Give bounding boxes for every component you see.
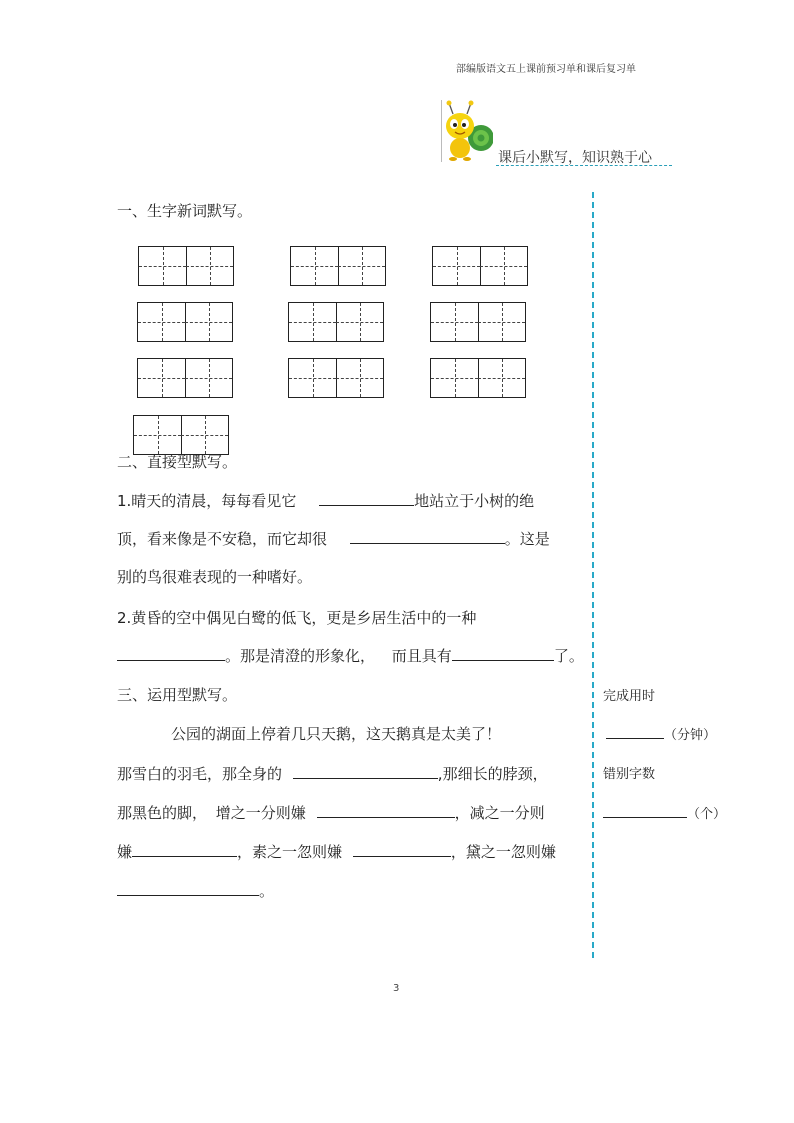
q2-blank-2[interactable] [452, 645, 554, 661]
s3-text-2b: ,那细长的脖颈， [437, 765, 548, 783]
s3-blank-2[interactable] [317, 802, 455, 818]
s3-line-2 [117, 763, 548, 784]
tianzige-box-3[interactable] [432, 246, 528, 286]
s3-text-3b: 增之一分则嫌 [215, 804, 306, 822]
tianzige-box-7[interactable] [137, 358, 233, 398]
s3-blank-4[interactable] [353, 841, 451, 857]
tianzige-box-1[interactable] [138, 246, 234, 286]
s3-text-3a: 那黑色的脚， [117, 804, 208, 822]
char-cell [338, 247, 385, 285]
time-blank[interactable] [606, 723, 664, 739]
s3-line-3 [117, 802, 545, 823]
s3-text-4a: 嫌 [117, 843, 133, 861]
char-cell [186, 247, 233, 285]
q1-line-3: 别的鸟很难表现的一种嗜好。 [117, 568, 313, 586]
s3-blank-3[interactable] [132, 841, 237, 857]
char-cell [480, 247, 527, 285]
char-cell [289, 303, 337, 341]
tianzige-box-6[interactable] [430, 302, 526, 342]
tianzige-box-10[interactable] [133, 415, 229, 455]
char-cell [478, 303, 525, 341]
char-cell [431, 359, 479, 397]
char-cell [478, 359, 525, 397]
q2-line-1: 2.黄昏的空中偶见白鹭的低飞，更是乡居生活中的一种 [117, 609, 477, 627]
char-cell [431, 303, 479, 341]
bee-snail-mascot-icon [441, 100, 493, 162]
q2-text-4: 了。 [553, 647, 584, 665]
page-number: 3 [393, 983, 400, 994]
s3-text-2a: 那雪白的羽毛，那全身的 [117, 765, 283, 783]
time-unit: （分钟） [664, 728, 717, 743]
tianzige-box-8[interactable] [288, 358, 384, 398]
char-cell [336, 359, 383, 397]
motto-text: 课后小默写，知识熟于心 [498, 150, 652, 166]
s3-line-5 [117, 880, 274, 901]
q2-blank-1[interactable] [117, 645, 225, 661]
char-cell [181, 416, 228, 454]
q1-text-2: 地站立于小树的绝 [414, 492, 535, 510]
tianzige-box-5[interactable] [288, 302, 384, 342]
section1-title: 一、生字新词默写。 [117, 202, 253, 220]
errors-blank[interactable] [603, 802, 687, 818]
q1-text-3: 顶，看来像是不安稳，而它却很 [117, 530, 328, 548]
motto-underline [496, 165, 672, 166]
char-cell [336, 303, 383, 341]
char-cell [139, 247, 187, 285]
s3-text-5: 。 [259, 882, 275, 900]
q1-blank-2[interactable] [350, 528, 505, 544]
q1-line-1 [117, 490, 534, 511]
section3-title: 三、运用型默写。 [117, 686, 238, 704]
char-cell [289, 359, 337, 397]
s3-line-1: 公园的湖面上停着几只天鹅，这天鹅真是太美了！ [171, 725, 502, 743]
tianzige-box-9[interactable] [430, 358, 526, 398]
s3-blank-5[interactable] [117, 880, 259, 896]
column-divider [592, 192, 594, 958]
q1-text-1: 1.晴天的清晨，每每看见它 [117, 492, 297, 510]
q2-text-3: 而且具有 [391, 647, 452, 665]
q2-line-2 [117, 645, 584, 666]
s3-text-3c: ，减之一分则 [454, 804, 545, 822]
s3-line-4 [117, 841, 556, 862]
errors-row [603, 802, 726, 822]
errors-label: 错别字数 [603, 767, 656, 782]
q1-line-2 [117, 528, 550, 549]
char-cell [185, 359, 232, 397]
char-cell [134, 416, 182, 454]
s3-text-4b: ，素之一忽则嫌 [237, 843, 343, 861]
s3-blank-1[interactable] [293, 763, 438, 779]
q2-text-2: 。那是清澄的形象化， [225, 647, 376, 665]
time-label: 完成用时 [603, 689, 656, 704]
errors-unit: （个） [687, 807, 727, 822]
s3-text-4c: ，黛之一忽则嫌 [450, 843, 556, 861]
char-cell [433, 247, 481, 285]
time-row [606, 723, 716, 743]
char-cell [138, 359, 186, 397]
char-cell [138, 303, 186, 341]
char-cell [291, 247, 339, 285]
section2-title: 二、直接型默写。 [117, 453, 238, 471]
header-title: 部编版语文五上课前预习单和课后复习单 [456, 64, 636, 75]
q1-text-4: 。这是 [504, 530, 550, 548]
tianzige-box-4[interactable] [137, 302, 233, 342]
char-cell [185, 303, 232, 341]
q1-blank-1[interactable] [319, 490, 414, 506]
tianzige-box-2[interactable] [290, 246, 386, 286]
